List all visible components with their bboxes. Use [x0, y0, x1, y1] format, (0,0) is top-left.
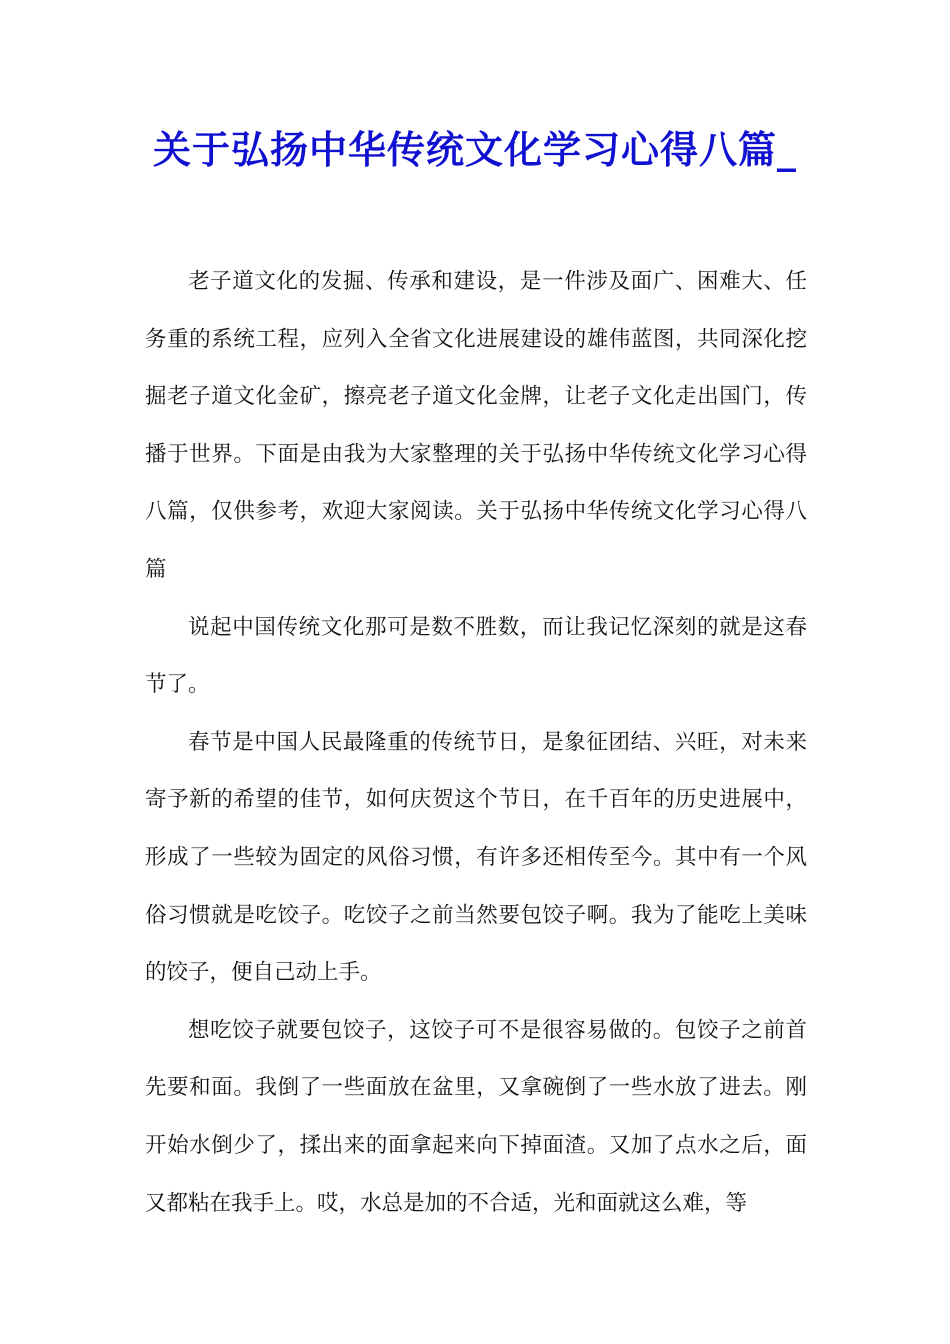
paragraph-making-dumplings: 想吃饺子就要包饺子，这饺子可不是很容易做的。包饺子之前首先要和面。我倒了一些面放在盆里，又拿碗倒了一些水放了进去。刚开始水倒少了，揉出来的面拿起来向下掉面渣。又加了点水之后，面又都粘在我手上。哎，水总是加的不合适，光和面就这么难，等 [145, 1017, 807, 1216]
paragraph-spring-festival-customs: 春节是中国人民最隆重的传统节日，是象征团结、兴旺，对未来寄予新的希望的佳节，如何庆贺这个节日，在千百年的历史进展中，形成了一些较为固定的风俗习惯，有许多还相传至今。其中有一个风俗习惯就是吃饺子。吃饺子之前当然要包饺子啊。我为了能吃上美味的饺子，便自己动上手。 [145, 729, 807, 986]
document-body [145, 253, 807, 1232]
document-title: 关于弘扬中华传统文化学习心得八篇_ [152, 127, 797, 172]
paragraph-intro: 老子道文化的发掘、传承和建设，是一件涉及面广、困难大、任务重的系统工程，应列入全省文化进展建设的雄伟蓝图，共同深化挖掘老子道文化金矿，擦亮老子道文化金牌，让老子文化走出国门，传播于世界。下面是由我为大家整理的关于弘扬中华传统文化学习心得八篇，仅供参考，欢迎大家阅读。关于弘扬中华传统文化学习心得八篇 [145, 269, 807, 582]
paragraph-spring-festival-intro: 说起中国传统文化那可是数不胜数，而让我记忆深刻的就是这春节了。 [145, 614, 807, 698]
